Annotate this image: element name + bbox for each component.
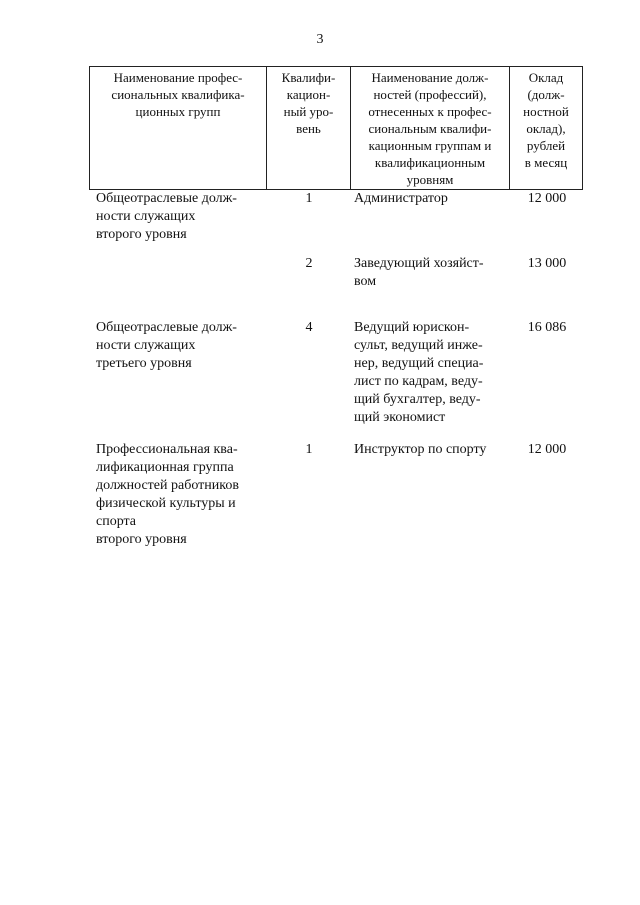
cell-level: 1 — [305, 442, 313, 457]
header-position-name: Наименование долж- ностей (профессий), отнесенных к профес- сиональным квалифи- кационным группам и квалификационным уровням — [350, 66, 510, 190]
cell-salary: 13 000 — [527, 256, 567, 271]
cell-level: 1 — [305, 191, 313, 206]
header-group-name: Наименование профес- сиональных квалифика- ционных групп — [89, 66, 267, 190]
cell-level: 4 — [305, 320, 313, 335]
cell-group: Профессиональная ква- лификационная группа должностей работников физической культуры и спорта второго уровня — [96, 442, 239, 547]
cell-group: Общеотраслевые долж- ности служащих третьего уровня — [96, 320, 237, 371]
cell-salary: 16 086 — [527, 320, 567, 335]
header-qualification-level: Квалифи- кацион- ный уро- вень — [266, 66, 351, 190]
cell-salary: 12 000 — [527, 442, 567, 457]
cell-salary: 12 000 — [527, 191, 567, 206]
header-salary: Оклад (долж- ностной оклад), рублей в месяц — [509, 66, 583, 190]
cell-position: Администратор — [354, 191, 448, 206]
cell-position: Инструктор по спорту — [354, 442, 487, 457]
cell-group: Общеотраслевые долж- ности служащих второго уровня — [96, 191, 237, 242]
cell-level: 2 — [305, 256, 313, 271]
page-number: 3 — [316, 32, 324, 47]
cell-position: Ведущий юрискон- сульт, ведущий инже- нер, ведущий специа- лист по кадрам, веду- щий бухгалтер, веду- щий экономист — [354, 320, 484, 425]
cell-position: Заведующий хозяйст- вом — [354, 256, 484, 289]
